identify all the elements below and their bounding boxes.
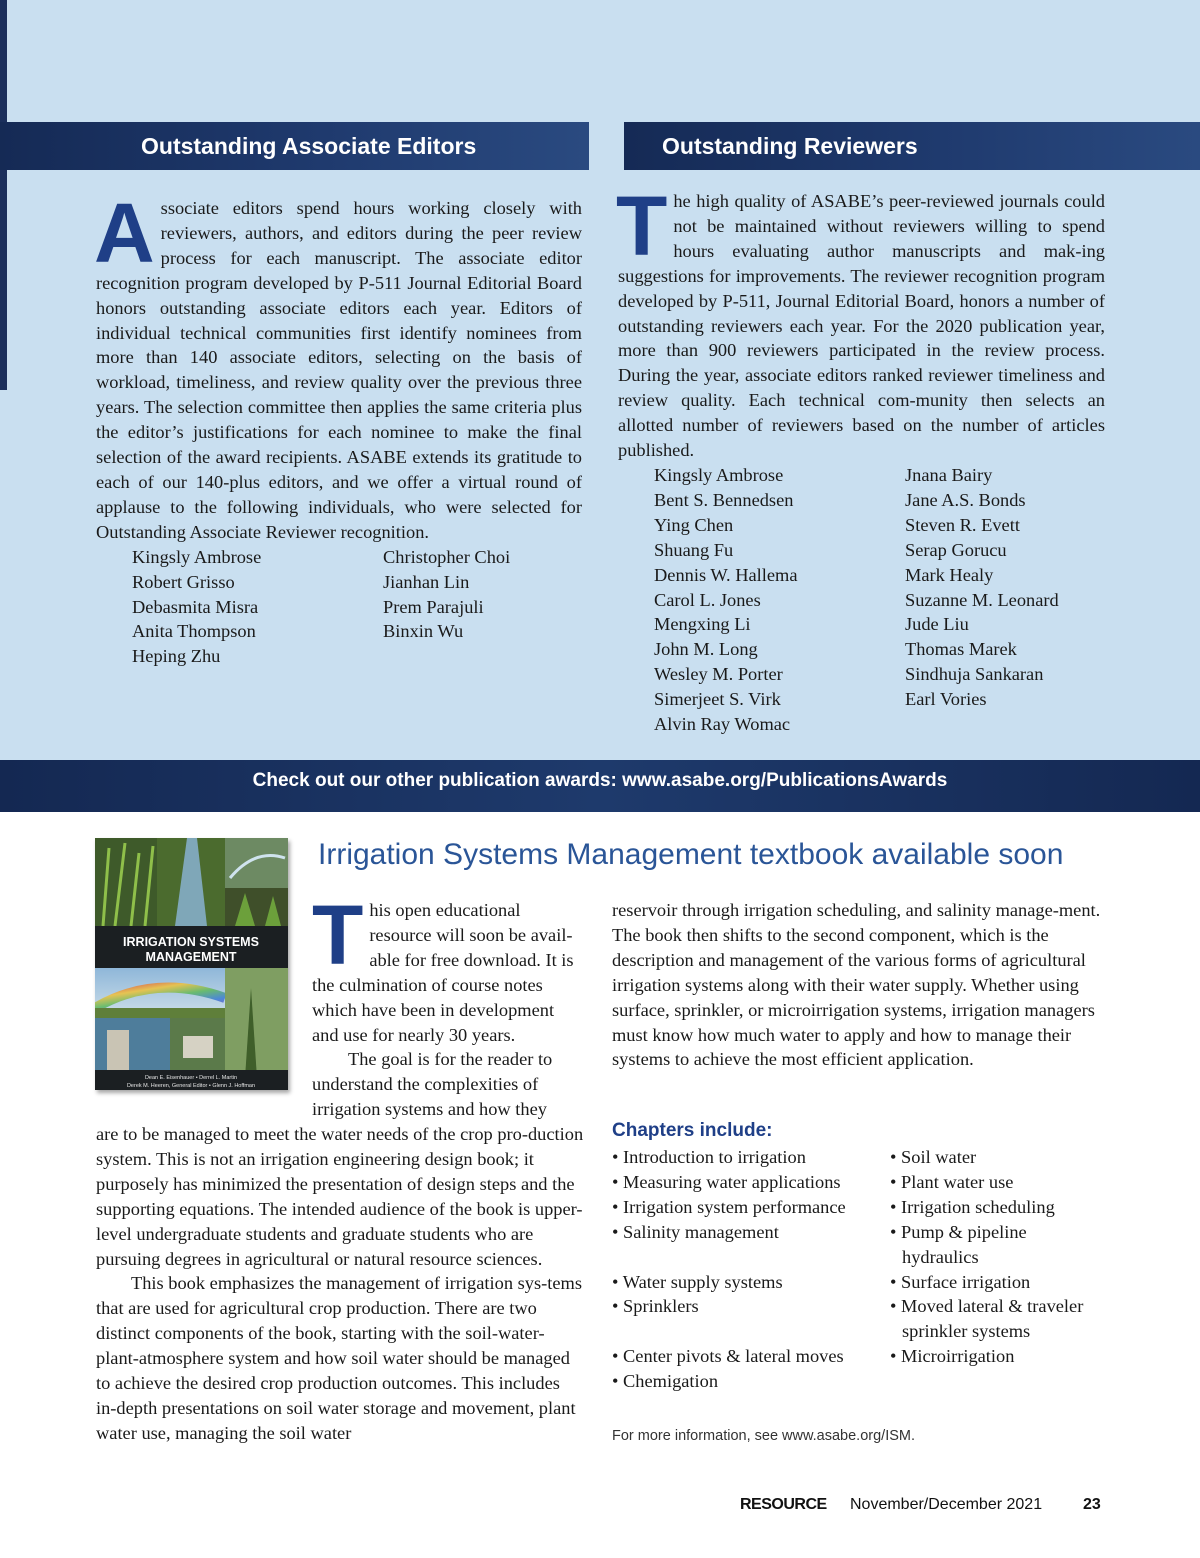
chapter-item: • Measuring water applications <box>612 1171 841 1192</box>
article-paragraph-1: T his open educational resource will soon be avail- able for free download. It is the culmination of course notes which have been in development and use for nearly 30 years. <box>312 888 574 1045</box>
name-item: Anita Thompson <box>132 621 256 642</box>
associate-editors-section <box>94 186 582 669</box>
dropcap: A <box>94 186 155 280</box>
name-item: Serap Gorucu <box>905 539 1007 560</box>
name-item: Kingsly Ambrose <box>654 464 784 485</box>
more-info-link[interactable]: For more information, see www.asabe.org/ISM. <box>612 1428 916 1444</box>
chapter-item: • Chemigation <box>612 1371 719 1392</box>
names-column-1 <box>654 463 905 737</box>
book-cover-image <box>95 838 288 1090</box>
name-item: Dennis W. Hallema <box>654 564 798 585</box>
name-item: Robert Grisso <box>132 571 235 592</box>
book-cover-title-line1: IRRIGATION SYSTEMS <box>123 935 259 949</box>
chapter-spacer <box>612 1245 882 1270</box>
reviewers-names <box>618 463 1105 737</box>
footer-issue: November/December 2021 <box>850 1496 1043 1513</box>
dropcap: T <box>616 179 668 273</box>
name-item: Binxin Wu <box>383 621 464 642</box>
chapter-item: • Soil water <box>890 1147 977 1167</box>
associate-editors-names <box>96 545 582 670</box>
chapter-item: • Center pivots & lateral moves <box>612 1346 844 1367</box>
name-item: Prem Parajuli <box>383 596 484 617</box>
name-item: Jnana Bairy <box>905 464 993 485</box>
publication-awards-banner[interactable]: Check out our other publication awards: www.asabe.org/PublicationsAwards <box>0 760 1200 812</box>
chapter-item: • Irrigation scheduling <box>890 1196 1055 1217</box>
article-paragraph-4: reservoir through irrigation scheduling, and salinity manage-ment. The book then shifts to the second component, which is the description and management of the various forms of agricultural irrigation systems along with their water supply. Whether using surface, sprinkler, or microirrigation systems, irrigation managers must know how much water to apply and how to manage their systems to achieve the most efficient application. <box>612 900 1101 1070</box>
article-paragraph-2-continued: are to be managed to meet the water needs of the crop pro-duction system. This is not an irrigation engineering design book; it purposely has minimized the presentation of design steps and the supporting equations. The intended audience of the book is upper-level undergraduate students and graduate students who are pursuing degrees in agricultural or natural resource sciences. <box>96 1124 584 1269</box>
article-intro <box>312 888 584 1122</box>
chapter-item: • Pump & pipeline hydraulics <box>890 1221 1027 1267</box>
names-column-1 <box>132 545 383 670</box>
article-body-left <box>96 1122 584 1446</box>
name-item: Bent S. Bennedsen <box>654 489 794 510</box>
name-item: Mengxing Li <box>654 614 751 635</box>
associate-editors-intro: Associate editors spend hours working closely with reviewers, authors, and editors during the peer review process for each manuscript. The associate editor recognition program developed by P-511 Journal Editorial Board honors outstanding associate editors each year. Editors of individual technical communities first identify nominees from more than 140 associate editors, selecting on the basis of workload, timeliness, and review quality over the previous three years. The selection committee then applies the same criteria plus the editor’s justifications for each nominee to make the final selection of the award recipients. ASABE extends its gratitude to each of our 140-plus editors, and we offer a virtual round of applause to the following individuals, who were selected for Outstanding Associate Reviewer recognition. <box>94 186 582 542</box>
book-cover-authors-line2: Derek M. Heeren, General Editor • Glenn J. Hoffman <box>126 1083 256 1089</box>
name-item: Mark Healy <box>905 564 994 585</box>
name-item: Suzanne M. Leonard <box>905 589 1059 610</box>
name-item: Steven R. Evett <box>905 514 1020 535</box>
chapter-item: • Microirrigation <box>890 1346 1015 1367</box>
name-item: Carol L. Jones <box>654 589 761 610</box>
left-accent-rule <box>0 0 7 390</box>
name-item: Jianhan Lin <box>383 571 470 592</box>
name-item: Debasmita Misra <box>132 596 259 617</box>
name-item: Jane A.S. Bonds <box>905 489 1026 510</box>
chapter-item: • Moved lateral & traveler sprinkler systems <box>890 1296 1084 1342</box>
chapter-item: • Introduction to irrigation <box>612 1147 806 1167</box>
chapter-item: • Irrigation system performance <box>612 1196 846 1217</box>
book-cover-title-line2: MANAGEMENT <box>145 950 237 964</box>
name-item: John M. Long <box>654 639 758 660</box>
associate-editors-header: Outstanding Associate Editors <box>0 122 589 170</box>
name-item: Kingsly Ambrose <box>132 546 262 567</box>
reviewers-section <box>616 179 1105 737</box>
chapter-spacer <box>612 1319 882 1344</box>
book-cover-authors-line1: Dean E. Eisenhauer • Derrel L. Martin <box>144 1075 238 1081</box>
dropcap: T <box>312 888 364 982</box>
chapters-list-2 <box>890 1145 1106 1369</box>
chapter-item: • Plant water use <box>890 1171 1014 1192</box>
name-item: Shuang Fu <box>654 539 734 560</box>
chapter-item: • Water supply systems <box>612 1271 783 1292</box>
chapters-title: Chapters include: <box>612 1120 773 1141</box>
book-cover-art <box>95 838 288 1090</box>
chapter-item: • Salinity management <box>612 1221 779 1242</box>
name-item: Earl Vories <box>905 689 987 710</box>
name-item: Thomas Marek <box>905 639 1017 660</box>
article-title: Irrigation Systems Management textbook available soon <box>318 838 1064 871</box>
name-item: Jude Liu <box>905 614 969 635</box>
name-item: Wesley M. Porter <box>654 664 783 685</box>
name-item: Christopher Choi <box>383 546 511 567</box>
footer-magazine: RESOURCE <box>740 1496 827 1513</box>
chapters-list-1 <box>612 1145 882 1394</box>
names-column-2 <box>383 545 510 670</box>
reviewers-intro: The high quality of ASABE’s peer-reviewed journals could not be maintained without reviewers willing to spend hours evaluating author manuscripts and mak-ing suggestions for improvements. The reviewer recognition program developed by P-511, Journal Editorial Board, honors a number of outstanding reviewers each year. For the 2020 publication year, more than 900 reviewers participated in the review process. During the year, associate editors ranked reviewer timeliness and review quality. Each technical com-munity then selects an allotted number of reviewers based on the number of articles published. <box>616 179 1105 461</box>
article-paragraph-2-start: The goal is for the reader to understand the complexities of irrigation systems and how they <box>312 1049 553 1120</box>
name-item: Heping Zhu <box>132 646 221 667</box>
name-item: Ying Chen <box>654 514 734 535</box>
reviewers-header: Outstanding Reviewers <box>624 122 1200 170</box>
names-column-2 <box>905 463 1059 737</box>
chapter-item: • Sprinklers <box>612 1296 699 1317</box>
article-body-right <box>612 898 1106 1072</box>
name-item: Simerjeet S. Virk <box>654 689 781 710</box>
page-number: 23 <box>1083 1496 1101 1513</box>
article-paragraph-3: This book emphasizes the management of irrigation sys-tems that are used for agricultural crop production. There are two distinct components of the book, starting with the soil-water-plant-atmosphere system and how soil water should be managed to achieve the desired crop production outcomes. This includes in-depth presentations on soil water storage and movement, plant water use, managing the soil water <box>96 1273 582 1443</box>
name-item: Alvin Ray Womac <box>654 714 791 735</box>
chapter-item: • Surface irrigation <box>890 1271 1031 1292</box>
name-item: Sindhuja Sankaran <box>905 664 1044 685</box>
